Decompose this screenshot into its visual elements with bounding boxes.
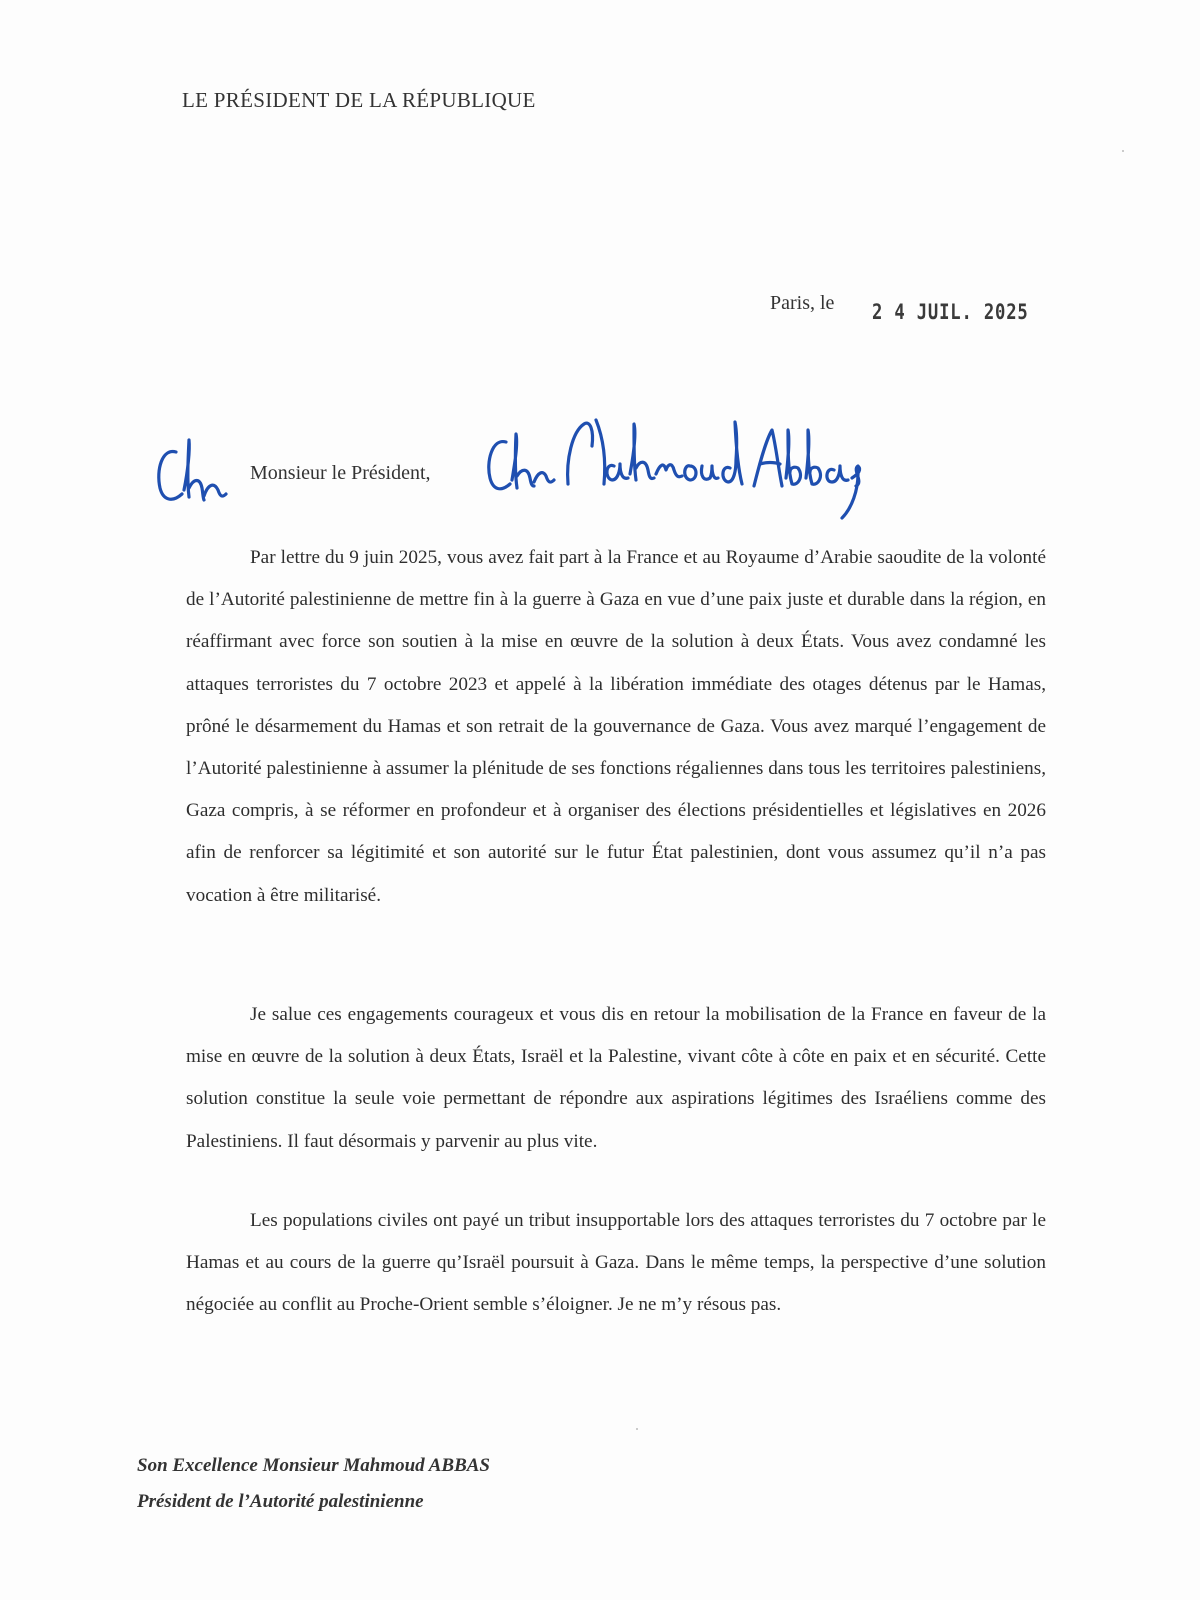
date-place: Paris, le xyxy=(770,292,835,314)
handwritten-cher-mahmoud-abbas xyxy=(489,420,860,518)
paragraph-2: Je salue ces engagements courageux et vous dis en retour la mobilisation de la France en faveur de la mise en œuvre de la solution à deux États, Israël et la Palestine, vivant côte à côte en paix et en sécurité. Cette solution constitue la seule voie permettant de répondre aux aspirations légitimes des Israéliens comme des Palestiniens. Il faut désormais y parvenir au plus vite. xyxy=(186,1004,1046,1152)
scan-speck xyxy=(1122,150,1124,152)
letterhead-title: LE PRÉSIDENT DE LA RÉPUBLIQUE xyxy=(182,88,536,112)
scan-speck xyxy=(636,1428,638,1430)
date-stamp: 2 4 JUIL. 2025 xyxy=(872,300,1029,324)
addressee-block xyxy=(137,1448,490,1520)
addressee-title: Président de l’Autorité palestinienne xyxy=(137,1491,424,1512)
salutation: Monsieur le Président, xyxy=(250,462,431,484)
paragraph-3: Les populations civiles ont payé un tribut insupportable lors des attaques terroristes du 7 octobre par le Hamas et au cours de la guerre qu’Israël poursuit à Gaza. Dans le même temps, la perspective d’une solution négociée au conflit au Proche-Orient semble s’éloigner. Je ne m’y résous pas. xyxy=(186,1210,1046,1316)
handwritten-cher-left xyxy=(159,440,226,500)
paragraph-1: Par lettre du 9 juin 2025, vous avez fait part à la France et au Royaume d’Arabie saoudite de la volonté de l’Autorité palestinienne de mettre fin à la guerre à Gaza en vue d’une paix juste et durable dans la région, en réaffirmant avec force son soutien à la mise en œuvre de la solution à deux États. Vous avez condamné les attaques terroristes du 7 octobre 2023 et appelé à la libération immédiate des otages détenus par le Hamas, prôné le désarmement du Hamas et son retrait de la gouvernance de Gaza. Vous avez marqué l’engagement de l’Autorité palestinienne à assumer la plénitude de ses fonctions régaliennes dans tous les territoires palestiniens, Gaza compris, à se réformer en profondeur et à organiser des élections présidentielles et législatives en 2026 afin de renforcer sa légitimité et son autorité sur le futur État palestinien, dont vous assumez qu’il n’a pas vocation à être militarisé. xyxy=(186,547,1046,906)
addressee-name: Son Excellence Monsieur Mahmoud ABBAS xyxy=(137,1455,490,1476)
